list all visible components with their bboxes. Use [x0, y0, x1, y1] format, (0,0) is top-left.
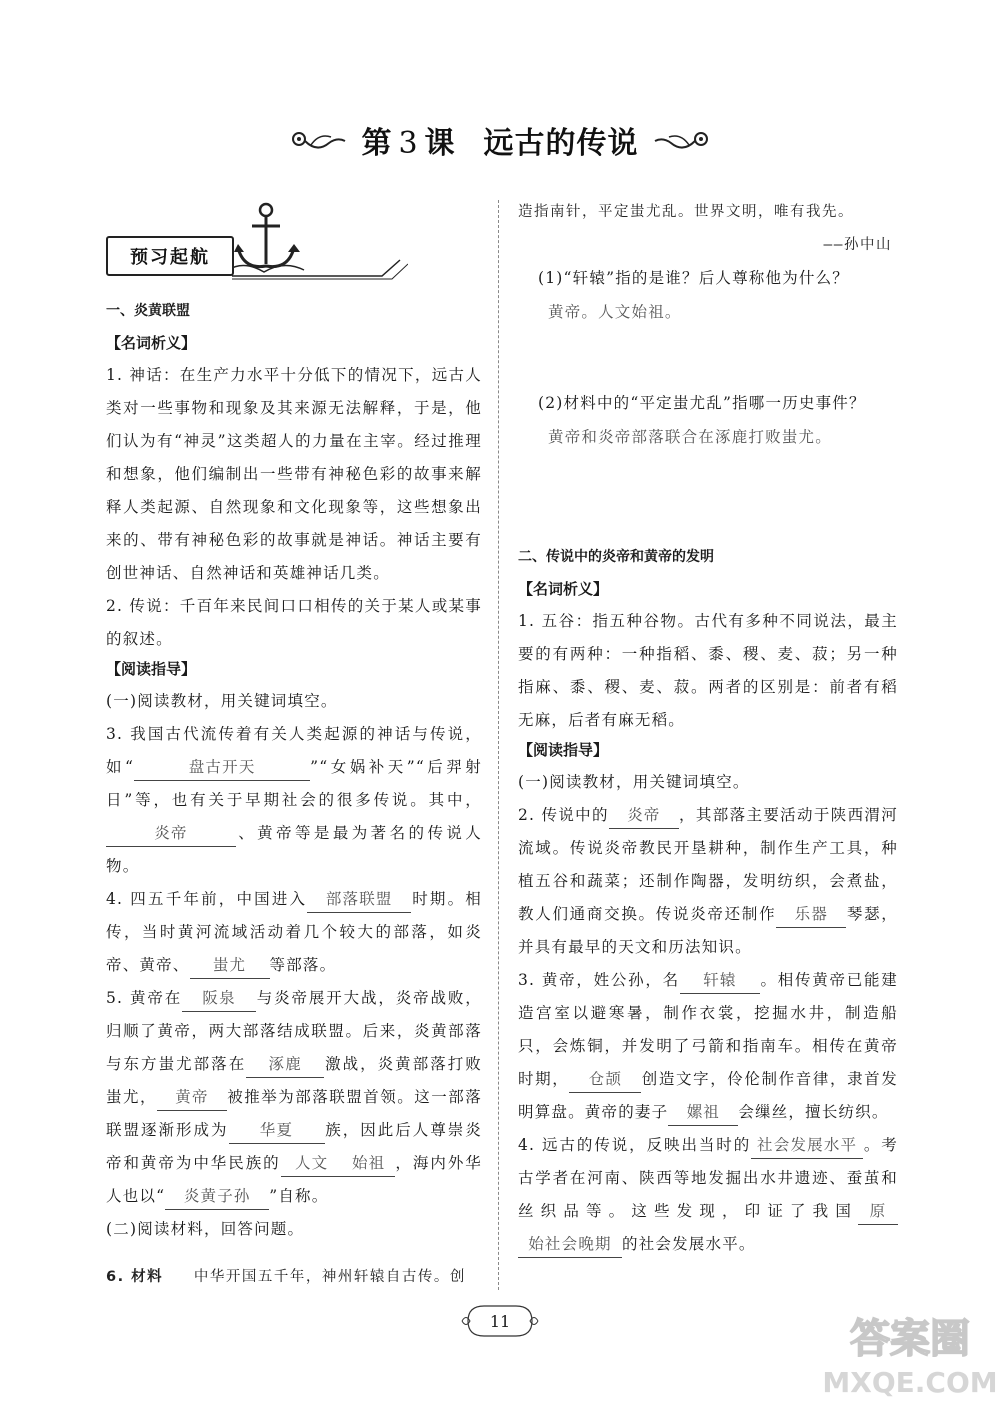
column-divider [498, 200, 499, 1290]
left-column [106, 200, 482, 1308]
answer-blank[interactable]: 部落联盟 [307, 886, 411, 913]
quote-source: ——孙中山 [823, 237, 892, 253]
answer-blank[interactable]: 阪泉 [182, 985, 256, 1012]
sub-heading-fill: (一)阅读教材，用关键词填空。 [106, 692, 338, 710]
answer-blank[interactable]: 社会发展水平 [751, 1132, 863, 1159]
question-3: 3. 我国古代流传着有关人类起源的神话与传说，如“ 盘古开天 ”“女娲补天”“后羿射日”等，也有关于早期社会的很多传说。其中，炎帝 、黄帝等是最为著名的传说人物。 [106, 725, 482, 875]
sub-heading-fill-2: (一)阅读教材，用关键词填空。 [518, 773, 750, 791]
answer-blank[interactable]: 始社会晚期 [518, 1231, 622, 1258]
banner-underline [232, 256, 408, 280]
sub-heading-answer: (二)阅读材料，回答问题。 [106, 1220, 305, 1238]
title-suffix: 课 [424, 126, 456, 161]
answer-2: 黄帝和炎帝部落联合在涿鹿打败蚩尤。 [548, 428, 832, 446]
right-column [518, 200, 898, 1261]
sub-question-2: (2)材料中的“平定蚩尤乱”指哪一历史事件？ [538, 394, 866, 412]
svg-text:MXQE.COM: MXQE.COM [822, 1366, 998, 1399]
answer-blank[interactable]: 炎帝 [106, 820, 236, 847]
question-4: 4. 四五千年前，中国进入 部落联盟 时期。相传，当时黄河流域活动着几个较大的部落，如炎帝、黄帝、 蚩尤 等部落。 [106, 883, 482, 982]
answer-1: 黄帝。人文始祖。 [548, 303, 682, 321]
reading-tag: 【阅读指导】 [106, 660, 197, 678]
lesson-title-bar [0, 118, 1000, 162]
answer-blank[interactable]: 炎帝 [609, 802, 679, 829]
section-heading-1: 一、炎黄联盟 [106, 303, 190, 319]
answer-blank[interactable]: 蚩尤 [190, 952, 270, 979]
left-swirl-ornament-icon [289, 123, 347, 157]
sub-question-1: (1)“轩辕”指的是谁？后人尊称他为什么？ [538, 269, 850, 287]
answer-blank[interactable]: 涿鹿 [246, 1051, 324, 1078]
watermark-logo [822, 1308, 998, 1400]
question-6-material: 6. 材料 中华开国五千年，神州轩辕自古传。创 [106, 1268, 466, 1285]
answer-blank[interactable]: 人文 [281, 1150, 343, 1177]
right-question-4: 4. 远古的传说，反映出当时的 社会发展水平 。考古学者在河南、陕西等地发掘出水井遗迹、蚕茧和丝织品等。这些发现，印证了我国 原始社会晚期 的社会发展水平。 [518, 1129, 898, 1261]
watermark-icon [822, 1308, 998, 1400]
answer-blank[interactable]: 黄帝 [157, 1084, 227, 1111]
material-quote-continued: 造指南针，平定蚩尤乱。世界文明，唯有我先。 [518, 204, 854, 220]
term-myth: 1. 神话：在生产力水平十分低下的情况下，远古人类对一些事物和现象及其来源无法解释，于是，他们认为有“神灵”这类超人的力量在主宰。经过推理和想象，他们编制出一些带有神秘色彩的故事来解释人类起源、自然现象和文化现象等，这些想象出来的、带有神秘色彩的故事就是神话。神话主要有创世神话、自然神话和英雄神话几类。 [106, 366, 482, 582]
title-name: 远古的传说 [483, 126, 639, 161]
reading-tag-2: 【阅读指导】 [518, 741, 609, 759]
terms-tag-2: 【名词析义】 [518, 580, 609, 598]
term-five-grains: 1. 五谷：指五种谷物。古代有多种不同说法，最主要的有两种：一种指稻、黍、稷、麦、菽；另一种指麻、黍、稷、麦、菽。两者的区别是：前者有稻无麻，后者有麻无稻。 [518, 612, 898, 729]
answer-blank[interactable]: 华夏 [229, 1117, 325, 1144]
answer-blank[interactable]: 炎黄子孙 [165, 1183, 269, 1210]
title-number: 3 [398, 126, 419, 161]
lesson-title [361, 118, 638, 162]
answer-blank[interactable]: 轩辕 [680, 967, 760, 994]
answer-blank[interactable]: 乐器 [776, 901, 846, 928]
question-5: 5. 黄帝在 阪泉 与炎帝展开大战，炎帝战败，归顺了黄帝，两大部落结成联盟。后来，炎黄部落与东方蚩尤部落在 涿鹿 激战，炎黄部落打败蚩尤， 黄帝 被推举为部落联盟首领。这一部落联盟逐渐形成为 华夏 族，因此后人尊崇炎帝和黄帝为中华民族的 人文 始祖 ，海内外华人也以“ 炎黄子孙 ”自称。 [106, 982, 482, 1213]
term-legend: 2. 传说：千百年来民间口口相传的关于某人或某事的叙述。 [106, 597, 482, 648]
answer-blank[interactable]: 原 [858, 1198, 898, 1225]
answer-blank[interactable]: 仓颉 [569, 1066, 641, 1093]
section-heading-2: 二、传说中的炎帝和黄帝的发明 [518, 549, 714, 565]
right-question-2: 2. 传说中的 炎帝 ，其部落主要活动于陕西渭河流域。传说炎帝教民开垦耕种，制作生产工具，种植五谷和蔬菜；还制作陶器，发明纺织，会煮盐，教人们通商交换。传说炎帝还制作 乐器 琴瑟，并具有最早的天文和历法知识。 [518, 799, 898, 964]
terms-tag: 【名词析义】 [106, 334, 197, 352]
right-question-3: 3. 黄帝，姓公孙，名 轩辕 。相传黄帝已能建造宫室以避寒暑，制作衣裳，挖掘水井，制造船只，会炼铜，并发明了弓箭和指南车。相传在黄帝时期， 仓颉 创造文字，伶伦制作音律，隶首发明算盘。黄帝的妻子 嫘祖 会缫丝，擅长纺织。 [518, 964, 898, 1129]
page-number-text: 11 [489, 1311, 511, 1331]
right-swirl-ornament-icon [653, 123, 711, 157]
preview-banner [106, 200, 482, 284]
page-number [460, 1300, 540, 1342]
banner-label: 预习起航 [106, 236, 234, 276]
answer-blank[interactable]: 嫘祖 [668, 1099, 738, 1126]
answer-blank[interactable]: 盘古开天 [134, 754, 310, 781]
answer-blank[interactable]: 始祖 [343, 1150, 395, 1177]
title-prefix: 第 [361, 126, 393, 161]
svg-text:答案圈: 答案圈 [850, 1316, 970, 1362]
